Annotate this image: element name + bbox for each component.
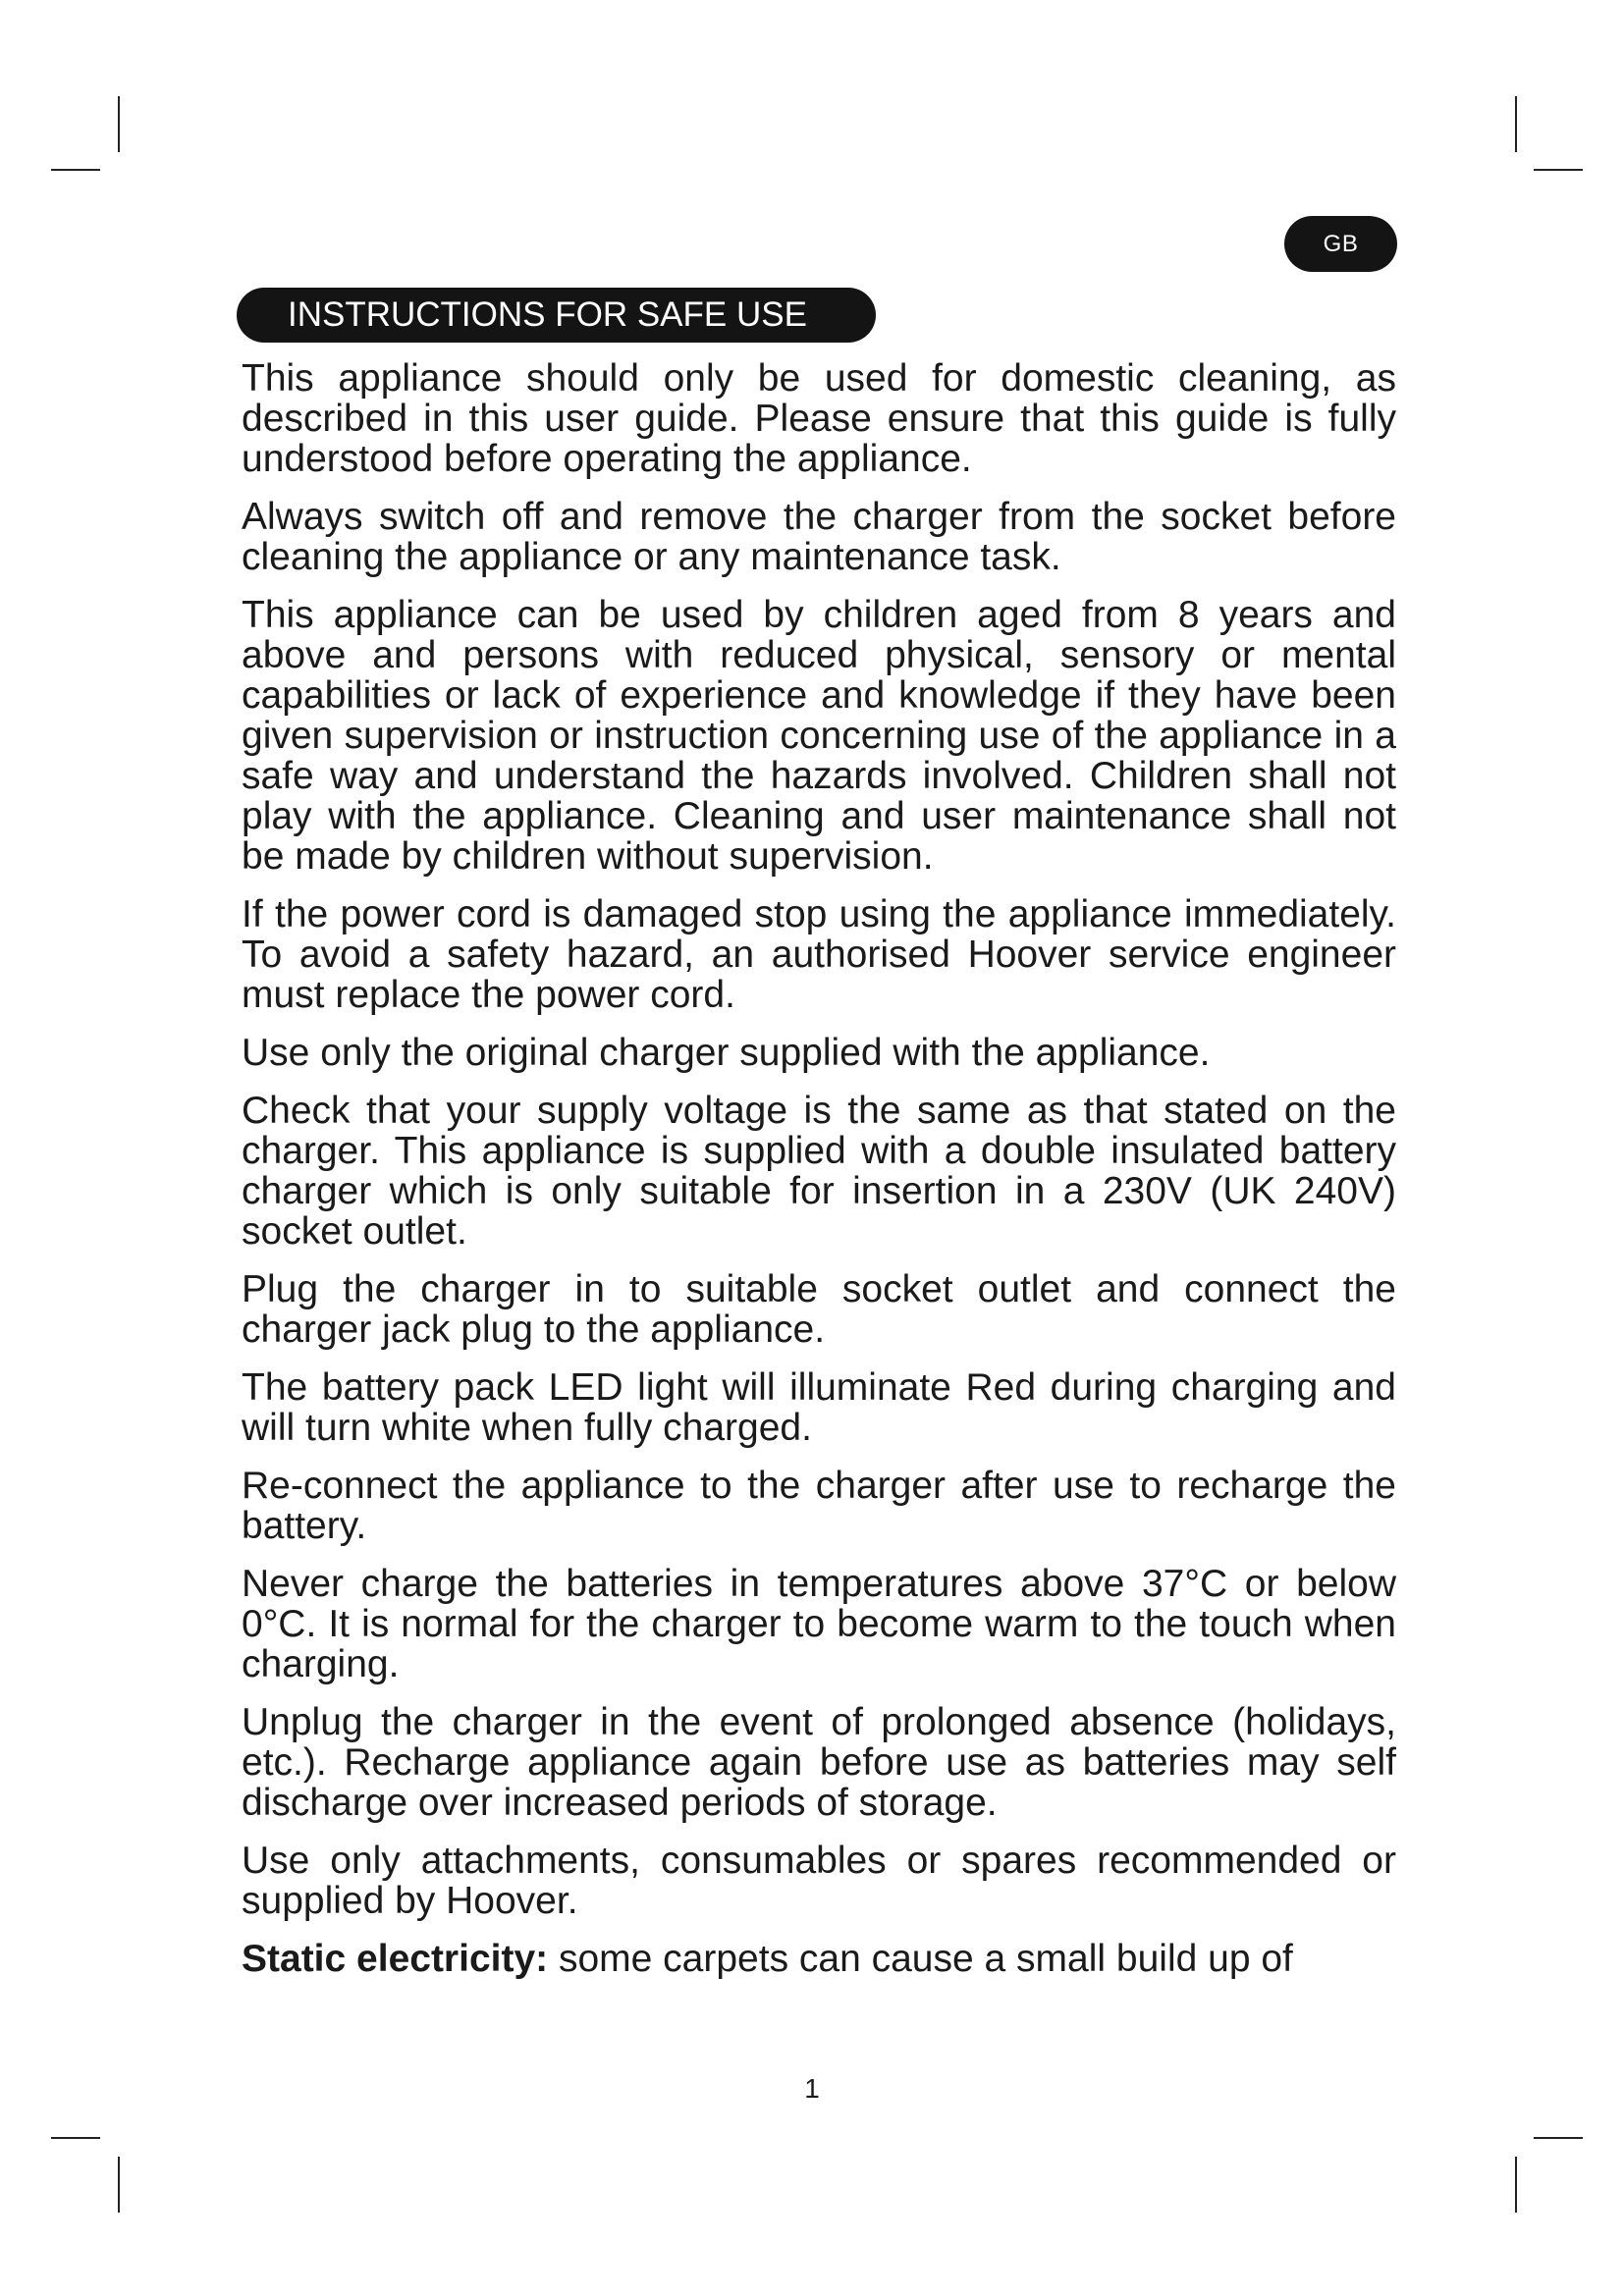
paragraph-supply-voltage: Check that your supply voltage is the same as that stated on the charger. This appliance is supplied with a double insulated battery charger which is only suitable for insertion in a 230V (UK 240V) socket outlet.: [242, 1090, 1396, 1253]
paragraph-temperature: Never charge the batteries in temperatures above 37°C or below 0°C. It is normal for the charger to become warm to the touch when charging.: [242, 1563, 1396, 1685]
paragraph-domestic-use: This appliance should only be used for domestic cleaning, as described in this user guide. Please ensure that this guide is fully understood before operating the appliance.: [242, 357, 1396, 480]
crop-mark-top-right-horizontal: [1534, 169, 1583, 171]
crop-mark-bottom-left-vertical: [118, 2157, 120, 2213]
paragraph-attachments: Use only attachments, consumables or spares recommended or supplied by Hoover.: [242, 1840, 1396, 1922]
paragraph-switch-off: Always switch off and remove the charger from the socket before cleaning the appliance or any maintenance task.: [242, 496, 1396, 578]
paragraph-children: This appliance can be used by children aged from 8 years and above and persons with reduced physical, sensory or mental capabilities or lack of experience and knowledge if they have been given supervision or instruction concerning use of the appliance in a safe way and understand the hazards involved. Children shall not play with the appliance. Cleaning and user maintenance shall not be made by children without supervision.: [242, 594, 1396, 878]
crop-mark-bottom-right-horizontal: [1534, 2137, 1583, 2139]
crop-mark-bottom-left-horizontal: [51, 2137, 100, 2139]
crop-mark-top-left-horizontal: [51, 169, 100, 171]
paragraph-led-light: The battery pack LED light will illuminate Red during charging and will turn white when fully charged.: [242, 1366, 1396, 1449]
section-title: INSTRUCTIONS FOR SAFE USE: [237, 288, 876, 343]
crop-mark-top-left-vertical: [118, 96, 120, 152]
language-badge: GB: [1284, 216, 1397, 272]
paragraph-power-cord: If the power cord is damaged stop using the appliance immediately. To avoid a safety hazard, an authorised Hoover service engineer must replace the power cord.: [242, 893, 1396, 1016]
instructions-body: [242, 358, 1396, 1997]
paragraph-original-charger: Use only the original charger supplied with the appliance.: [242, 1032, 1211, 1074]
page-number: 1: [804, 2073, 820, 2104]
static-electricity-label: Static electricity:: [242, 1938, 549, 1980]
static-electricity-text: some carpets can cause a small build up of: [548, 1938, 1293, 1980]
paragraph-reconnect: Re-connect the appliance to the charger after use to recharge the battery.: [242, 1465, 1396, 1547]
paragraph-plug-charger: Plug the charger in to suitable socket outlet and connect the charger jack plug to the appliance.: [242, 1268, 1396, 1351]
crop-mark-top-right-vertical: [1515, 96, 1517, 152]
paragraph-static-electricity: [242, 1939, 1396, 1979]
crop-mark-bottom-right-vertical: [1515, 2157, 1517, 2213]
paragraph-unplug: Unplug the charger in the event of prolonged absence (holidays, etc.). Recharge appliance again before use as batteries may self discharge over increased periods of storage.: [242, 1701, 1396, 1824]
